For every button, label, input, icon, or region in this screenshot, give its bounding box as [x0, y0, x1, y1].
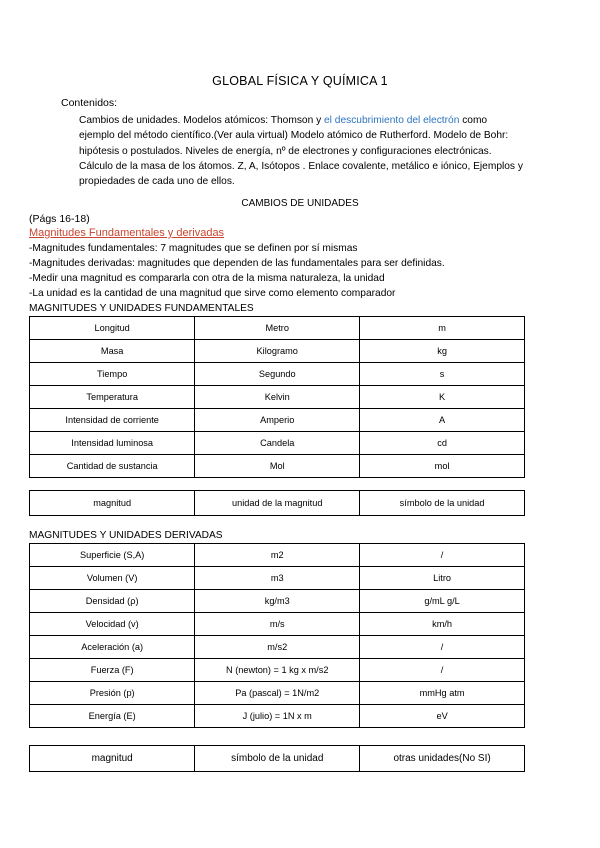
legend-magnitude: magnitud — [30, 491, 195, 516]
unit-cell: Mol — [195, 455, 360, 478]
electron-discovery-link[interactable]: el descubrimiento del electrón — [324, 115, 460, 126]
table-row — [30, 432, 525, 455]
magnitude-cell: Aceleración (a) — [30, 636, 195, 659]
contents-heading: Contenidos: — [61, 97, 118, 109]
unit-cell: N (newton) = 1 kg x m/s2 — [195, 659, 360, 682]
table-row — [30, 636, 525, 659]
table-row — [30, 544, 525, 567]
unit-cell: m3 — [195, 567, 360, 590]
symbol-cell: m — [360, 317, 525, 340]
symbol-cell: Litro — [360, 567, 525, 590]
magnitude-cell: Volumen (V) — [30, 567, 195, 590]
unit-cell: Metro — [195, 317, 360, 340]
symbol-cell: / — [360, 659, 525, 682]
fundamental-derived-link[interactable]: Magnitudes Fundamentales y derivadas — [29, 227, 225, 239]
contents-paragraph — [79, 113, 524, 189]
table-row — [30, 705, 525, 728]
pages-reference: (Págs 16-18) — [29, 213, 90, 225]
magnitude-cell: Intensidad de corriente — [30, 409, 195, 432]
unit-cell: Candela — [195, 432, 360, 455]
symbol-cell: K — [360, 386, 525, 409]
symbol-cell: mmHg atm — [360, 682, 525, 705]
unit-cell: Segundo — [195, 363, 360, 386]
derived-units-table — [29, 543, 525, 728]
table-row — [30, 455, 525, 478]
symbol-cell: A — [360, 409, 525, 432]
magnitude-cell: Energía (E) — [30, 705, 195, 728]
magnitude-cell: Velocidad (v) — [30, 613, 195, 636]
table-row — [30, 386, 525, 409]
symbol-cell: / — [360, 636, 525, 659]
table-row — [30, 682, 525, 705]
table-row — [30, 567, 525, 590]
legend-symbol: símbolo de la unidad — [195, 746, 360, 772]
magnitude-cell: Densidad (ρ) — [30, 590, 195, 613]
symbol-cell: kg — [360, 340, 525, 363]
table-row — [30, 340, 525, 363]
legend-symbol: símbolo de la unidad — [360, 491, 525, 516]
unit-cell: J (julio) = 1N x m — [195, 705, 360, 728]
table-row — [30, 409, 525, 432]
bullet-line: -Medir una magnitud es compararla con otra de la misma naturaleza, la unidad — [29, 273, 385, 284]
fundamental-table-caption: MAGNITUDES Y UNIDADES FUNDAMENTALES — [29, 303, 254, 314]
table-row — [30, 659, 525, 682]
unit-cell: m/s2 — [195, 636, 360, 659]
unit-cell: m/s — [195, 613, 360, 636]
unit-cell: Kelvin — [195, 386, 360, 409]
derived-table-caption: MAGNITUDES Y UNIDADES DERIVADAS — [29, 530, 223, 541]
bullet-line: -La unidad es la cantidad de una magnitud que sirve como elemento comparador — [29, 288, 396, 299]
fundamental-units-table — [29, 316, 525, 478]
table-row — [30, 317, 525, 340]
legend-other-units: otras unidades(No SI) — [360, 746, 525, 772]
symbol-cell: km/h — [360, 613, 525, 636]
contents-text-start: Cambios de unidades. Modelos atómicos: Thomson y — [79, 115, 325, 126]
unit-cell: m2 — [195, 544, 360, 567]
magnitude-cell: Tiempo — [30, 363, 195, 386]
symbol-cell: g/mL g/L — [360, 590, 525, 613]
contents-text-end: como ejemplo del método científico.(Ver aula virtual) Modelo atómico de Rutherford. Modelo de Bohr: hipótesis o postulados. Niveles de energía, nº de electrones y configuraciones electrónicas. Cálculo de la masa de los átomos. Z, A, Isótopos . Enlace covalente, metálico e iónico, Ejemplos y propiedades de cada uno de ellos. — [79, 115, 523, 188]
derived-table-legend — [29, 745, 525, 772]
magnitude-cell: Superficie (S,A) — [30, 544, 195, 567]
symbol-cell: / — [360, 544, 525, 567]
page-title: GLOBAL FÍSICA Y QUÍMICA 1 — [212, 74, 388, 88]
bullet-line: -Magnitudes derivadas: magnitudes que dependen de las fundamentales para ser definidas. — [29, 258, 445, 269]
table-row — [30, 613, 525, 636]
legend-unit: unidad de la magnitud — [195, 491, 360, 516]
magnitude-cell: Cantidad de sustancia — [30, 455, 195, 478]
legend-magnitude: magnitud — [30, 746, 195, 772]
unit-cell: Pa (pascal) = 1N/m2 — [195, 682, 360, 705]
symbol-cell: eV — [360, 705, 525, 728]
bullet-line: -Magnitudes fundamentales: 7 magnitudes que se definen por sí mismas — [29, 243, 358, 254]
unit-cell: Kilogramo — [195, 340, 360, 363]
magnitude-cell: Longitud — [30, 317, 195, 340]
unit-cell: Amperio — [195, 409, 360, 432]
table-row — [30, 590, 525, 613]
magnitude-cell: Presión (p) — [30, 682, 195, 705]
symbol-cell: mol — [360, 455, 525, 478]
unit-cell: kg/m3 — [195, 590, 360, 613]
magnitude-cell: Temperatura — [30, 386, 195, 409]
symbol-cell: cd — [360, 432, 525, 455]
section-title: CAMBIOS DE UNIDADES — [241, 198, 359, 209]
magnitude-cell: Fuerza (F) — [30, 659, 195, 682]
symbol-cell: s — [360, 363, 525, 386]
table-row — [30, 363, 525, 386]
magnitude-cell: Masa — [30, 340, 195, 363]
magnitude-cell: Intensidad luminosa — [30, 432, 195, 455]
fundamental-table-legend — [29, 490, 525, 516]
